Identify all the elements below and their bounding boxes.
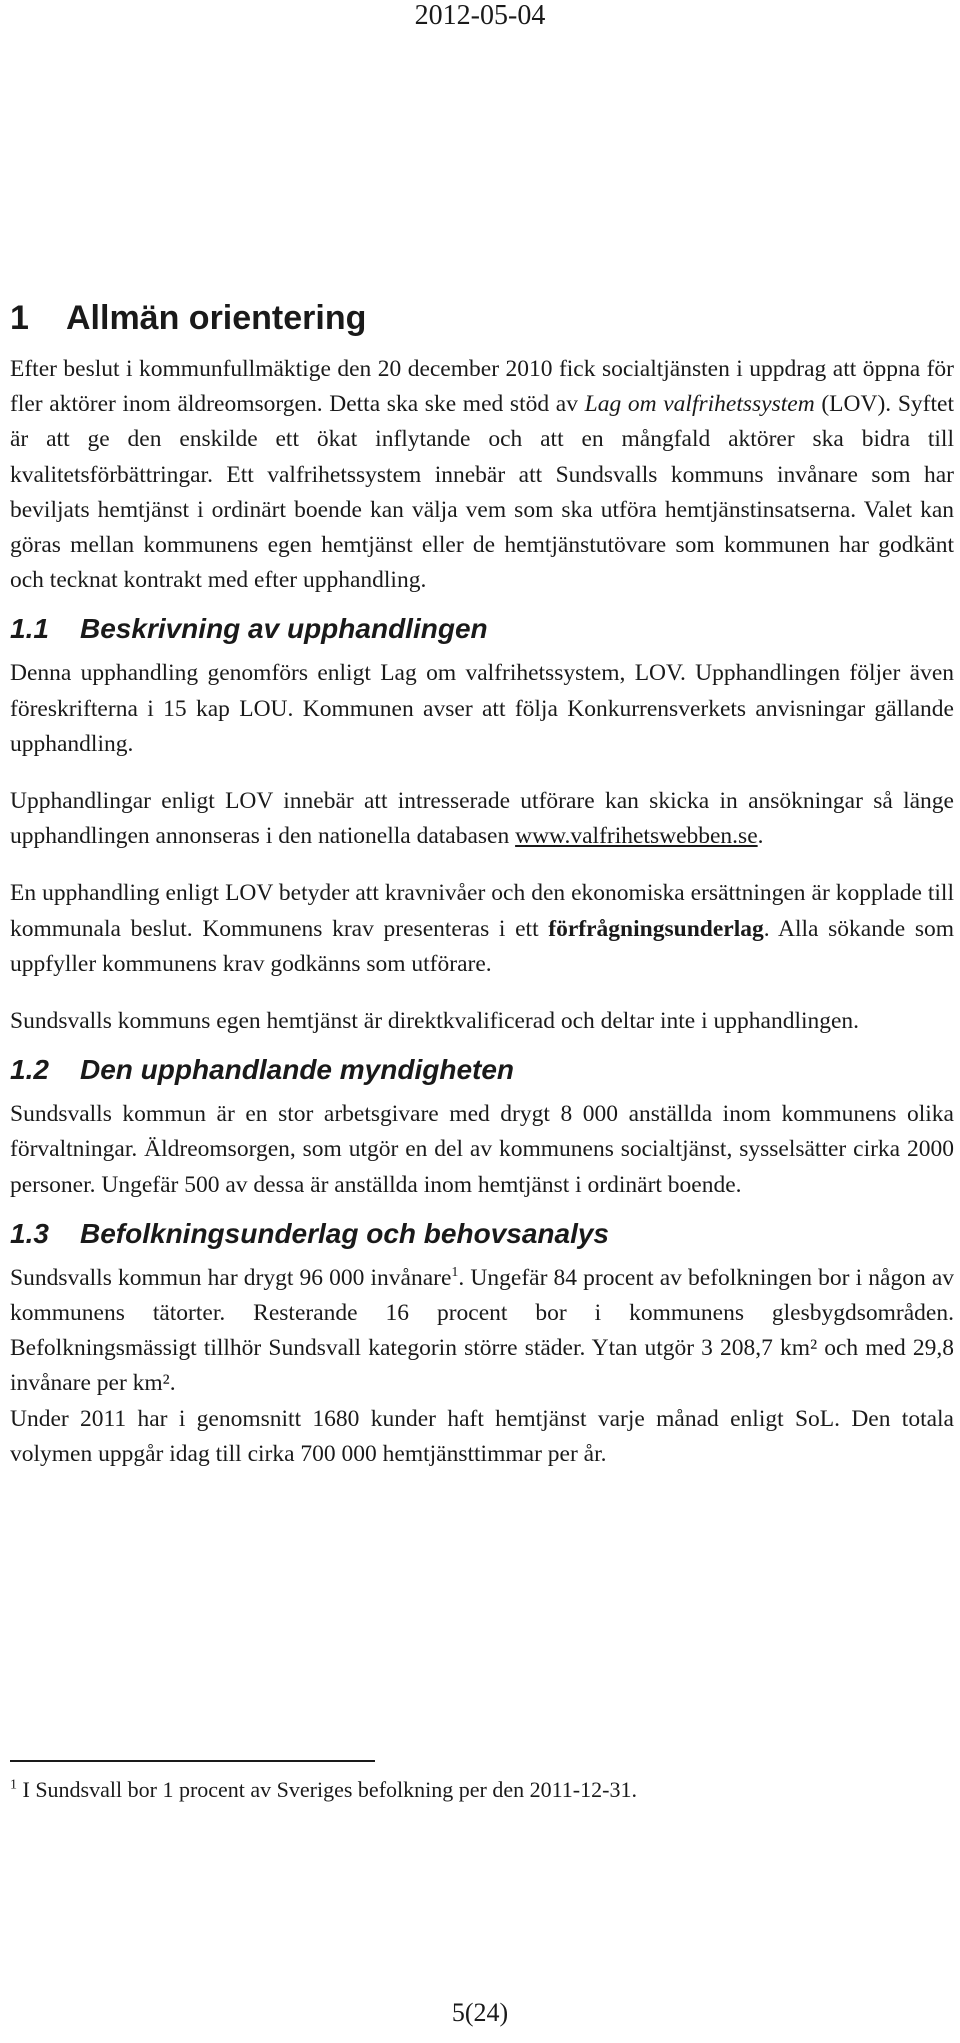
section-1-2-title: Den upphandlande myndigheten: [80, 1054, 515, 1086]
section-1-1-heading: [10, 612, 954, 646]
section-1-1-paragraph-1: Denna upphandling genomförs enligt Lag om valfrihetssystem, LOV. Upphandlingen följer även föreskrifterna i 15 kap LOU. Kommunen avser att följa Konkurrensverkets anvisningar gällande upphandling.: [10, 660, 954, 757]
section-1-2-heading: [10, 1053, 954, 1087]
section-1-3-heading: [10, 1217, 954, 1251]
section-1-1-p3-text-b: . Alla sökande som uppfyller kommunens krav godkänns som utförare.: [10, 915, 954, 977]
section-1-1-paragraph-4: Sundsvalls kommuns egen hemtjänst är direktkvalificerad och deltar inte i upphandlingen.: [10, 1008, 860, 1035]
valfrihetswebben-link[interactable]: www.valfrihetswebben.se: [515, 823, 758, 850]
section-1-paragraph: [10, 352, 954, 598]
section-1-3-paragraph-1: [10, 1261, 954, 1402]
section-1-number: 1: [10, 299, 29, 337]
section-1-1-p2-text: Upphandlingar enligt LOV innebär att intresserade utförare kan skicka in ansökningar så länge upphandlingen annonseras i den nationella databasen: [10, 788, 954, 850]
law-name-italic: Lag om valfrihetssystem: [584, 391, 815, 418]
section-1-3-number: 1.3: [10, 1217, 49, 1249]
footnote: [10, 1774, 950, 1806]
document-body: [10, 298, 954, 1472]
footnote-text: I Sundsvall bor 1 procent av Sveriges befolkning per den 2011-12-31.: [17, 1777, 637, 1802]
section-1-3-paragraph-2: Under 2011 har i genomsnitt 1680 kunder haft hemtjänst varje månad enligt SoL. Den totala volymen uppgår idag till cirka 700 000 hemtjänsttimmar per år.: [10, 1405, 954, 1467]
footnote-separator: [10, 1760, 375, 1762]
section-1-3-p1-text-b: . Ungefär 84 procent av befolkningen bor i någon av kommunens tätorter. Resterande 16 procent bor i kommunens glesbygdsområden. Befolkningsmässigt tillhör Sundsvall kategorin större städer. Ytan utgör 3 208,7 km² och med 29,8 invånare per km².: [10, 1264, 955, 1397]
footnote-reference[interactable]: 1: [451, 1265, 459, 1281]
section-1-1-number: 1.1: [10, 613, 49, 645]
section-1-text-b: (LOV). Syftet är att ge den enskilde ett ökat inflytande och att en mångfald aktörer ska bidra till kvalitetsförbättringar. Ett valfrihetssystem innebär att Sundsvalls kommuns invånare som har beviljats hemtjänst i ordinärt boende kan välja vem som ska utföra hemtjänstinsatserna. Valet kan göras mellan kommunens egen hemtjänst eller de hemtjänstutövare som kommunen har godkänt och tecknat kontrakt med efter upphandling.: [10, 391, 954, 594]
section-1-3-p1-text-a: Sundsvalls kommun har drygt 96 000 invånare: [10, 1264, 452, 1291]
section-1-title: Allmän orientering: [66, 299, 367, 337]
section-1-3-title: Befolkningsunderlag och behovsanalys: [80, 1217, 610, 1249]
section-1-1-paragraph-2: [10, 784, 954, 854]
section-1-2-paragraph-1: Sundsvalls kommun är en stor arbetsgivare med drygt 8 000 anställda inom kommunens olika förvaltningar. Äldreomsorgen, som utgör en del av kommunens socialtjänst, sysselsätter cirka 2000 personer. Ungefär 500 av dessa är anställda inom hemtjänst i ordinärt boende.: [10, 1101, 954, 1198]
section-1-heading: [10, 298, 954, 338]
footnote-marker: 1: [10, 1777, 17, 1793]
page-number: 5(24): [451, 1998, 509, 2027]
forfragningsunderlag-bold: förfrågningsunderlag: [548, 915, 764, 942]
header-date: 2012-05-04: [414, 0, 546, 31]
section-1-1-paragraph-3: [10, 876, 954, 982]
section-1-1-p2-period: .: [757, 823, 764, 850]
section-1-text-a: Efter beslut i kommunfullmäktige den 20 december 2010 fick socialtjänsten i uppdrag att öppna för fler aktörer inom äldreomsorgen. Detta ska ske med stöd av: [10, 356, 954, 418]
section-1-1-p3-text-a: En upphandling enligt LOV betyder att kravnivåer och den ekonomiska ersättningen är kopplade till kommunala beslut. Kommunens krav presenteras i ett: [10, 880, 954, 942]
section-1-2-number: 1.2: [10, 1054, 49, 1086]
section-1-1-title: Beskrivning av upphandlingen: [80, 613, 488, 645]
